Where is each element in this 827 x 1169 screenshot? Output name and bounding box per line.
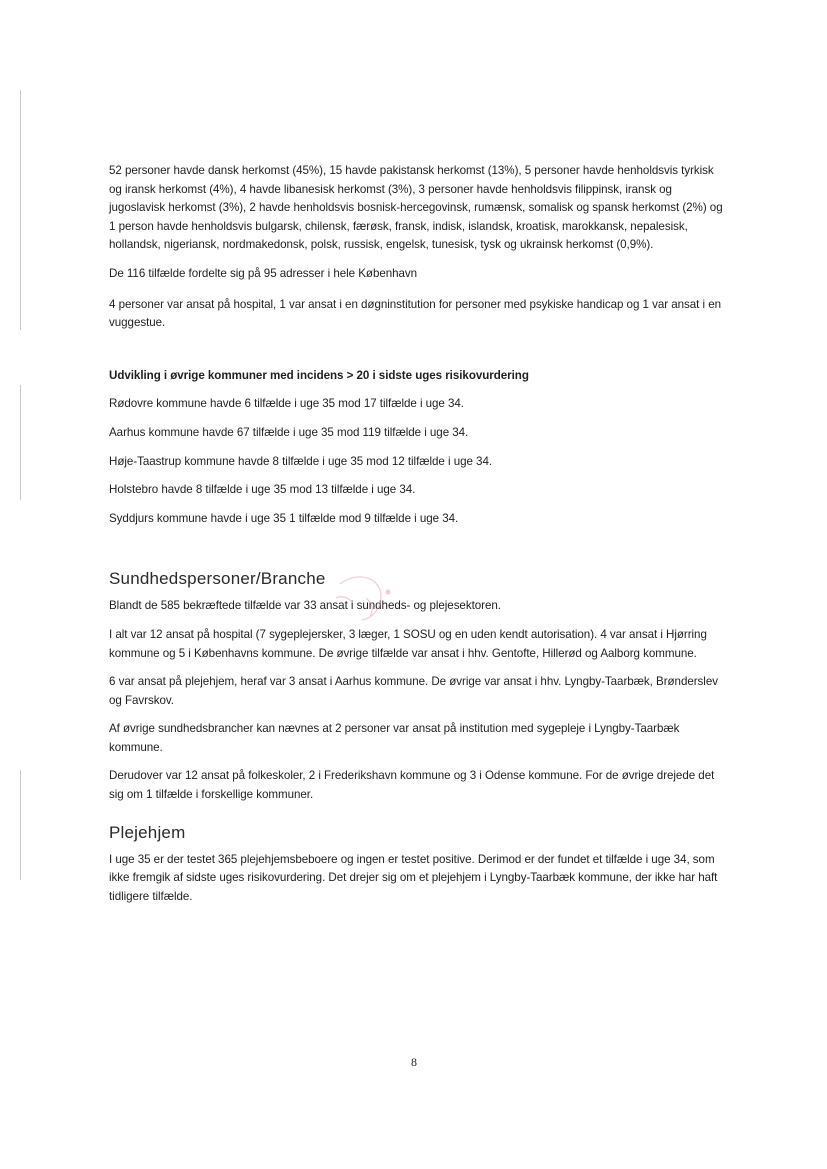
plejehjem-paragraph: I uge 35 er der testet 365 plejehjemsbeboere og ingen er testet positive. Derimod er der fundet et tilfælde i uge 34, som ikke fremgik af sidste uges risikovurdering. Det drejer sig om et plejehjem i Lyngby-Taarbæk kommune, der ikke har haft tidligere tilfælde. bbox=[109, 852, 718, 903]
sundhed-paragraph: 6 var ansat på plejehjem, heraf var 3 ansat i Aarhus kommune. De øvrige var ansat i hhv. Lyngby-Taarbæk, Brønderslev og Favrskov. bbox=[109, 675, 718, 707]
scan-edge-line bbox=[20, 90, 21, 330]
udvikling-line: Høje-Taastrup kommune havde 8 tilfælde i uge 35 mod 12 tilfælde i uge 34. bbox=[109, 454, 493, 468]
document-body bbox=[109, 162, 727, 906]
udvikling-line: Rødovre kommune havde 6 tilfælde i uge 35 mod 17 tilfælde i uge 34. bbox=[109, 397, 464, 411]
scan-edge-line bbox=[20, 385, 21, 500]
udvikling-line: Syddjurs kommune havde i uge 35 1 tilfælde mod 9 tilfælde i uge 34. bbox=[109, 511, 459, 525]
plejehjem-heading: Plejehjem bbox=[109, 822, 186, 842]
herkomst-paragraph: 52 personer havde dansk herkomst (45%), 15 havde pakistansk herkomst (13%), 5 personer havde henholdsvis tyrkisk og iransk herkomst (4%), 4 havde libanesisk herkomst (3%), 3 personer havde henholdsvis filippinsk, iransk og jugoslavisk herkomst (3%), 2 havde henholdsvis bosnisk-hercegovinsk, rumænsk, somalisk og spansk herkomst (2%) og 1 person havde henholdsvis bulgarsk, chilensk, færøsk, fransk, indisk, islandsk, kroatisk, marokkansk, nepalesisk, hollandsk, nigeriansk, nordmakedonsk, polsk, russisk, engelsk, tunesisk, tysk og ukrainsk herkomst (0,9%). bbox=[109, 164, 723, 252]
ansatte-paragraph: 4 personer var ansat på hospital, 1 var ansat i en døgninstitution for personer med psykiske handicap og 1 var ansat i en vuggestue. bbox=[109, 297, 721, 330]
udvikling-line: Holstebro havde 8 tilfælde i uge 35 mod 13 tilfælde i uge 34. bbox=[109, 483, 416, 497]
sundhed-heading: Sundhedspersoner/Branche bbox=[109, 569, 326, 589]
adresser-paragraph: De 116 tilfælde fordelte sig på 95 adresser i hele København bbox=[109, 266, 418, 280]
faint-stamp-mark bbox=[326, 568, 398, 626]
sundhed-paragraph: I alt var 12 ansat på hospital (7 sygeplejersker, 3 læger, 1 SOSU og en uden kendt autorisation). 4 var ansat i Hjørring kommune og 5 i Københavns kommune. De øvrige tilfælde var ansat i hhv. Gentofte, Hillerød og Aalborg kommune. bbox=[109, 627, 707, 660]
scan-edge-line bbox=[20, 770, 21, 880]
page-number: 8 bbox=[411, 1055, 417, 1069]
udvikling-line: Aarhus kommune havde 67 tilfælde i uge 35 mod 119 tilfælde i uge 34. bbox=[109, 425, 469, 439]
sundhed-paragraph: Blandt de 585 bekræftede tilfælde var 33 ansat i sundheds- og plejesektoren. bbox=[109, 599, 501, 613]
udvikling-heading: Udvikling i øvrige kommuner med incidens > 20 i sidste uges risikovurdering bbox=[109, 368, 529, 382]
sundhed-paragraph: Derudover var 12 ansat på folkeskoler, 2 i Frederikshavn kommune og 3 i Odense kommune. For de øvrige drejede det sig om 1 tilfælde i forskellige kommuner. bbox=[109, 769, 715, 802]
sundhed-paragraph: Af øvrige sundhedsbrancher kan nævnes at 2 personer var ansat på institution med sygepleje i Lyngby-Taarbæk kommune. bbox=[109, 722, 680, 754]
